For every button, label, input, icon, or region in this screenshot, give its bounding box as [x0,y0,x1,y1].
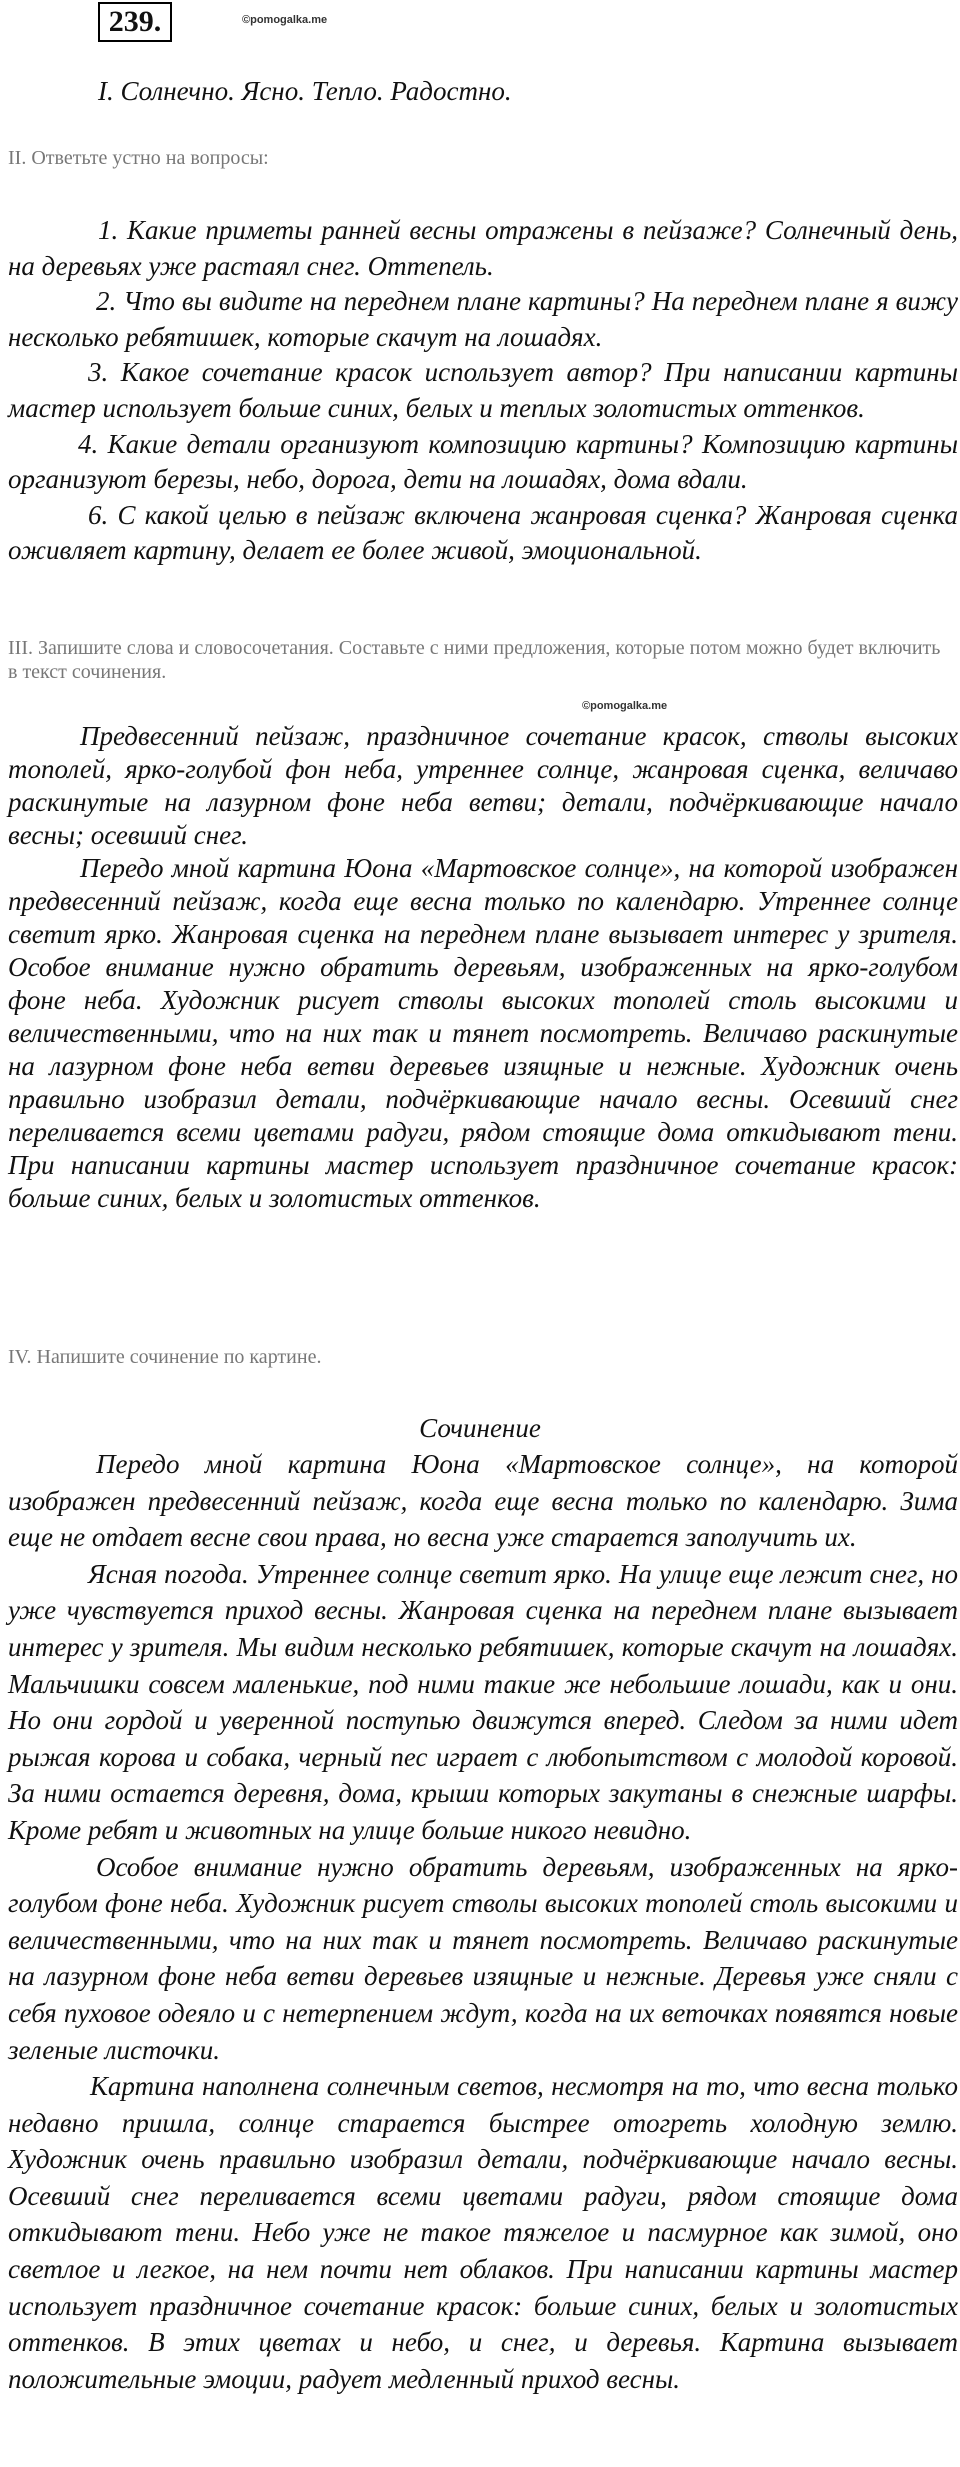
section3-paragraphs [8,720,958,1215]
sentences-paragraph: Передо мной картина Юона «Мартовское солнце», на которой изображен предвесенний пейзаж, когда еще весна только по календарю. Утреннее солнце светит ярко. Жанровая сценка на переднем плане вызывает интерес у зрителя. Особое внимание нужно обратить деревьям, изображенных на ярко-голубом фоне неба. Художник рисует стволы высоких тополей столь высокими и величественными, что на них так и тянет посмотреть. Величаво раскинутые на лазурном фоне неба ветви деревьев изящные и нежные. Художник очень правильно изобразил детали, подчёркивающие начало весны. Осевший снег переливается всеми цветами радуги, рядом стоящие дома откидывают тени. При написании картины мастер использует праздничное сочетание красок: больше синих, белых и золотистых оттенков. [8,853,958,1213]
words-paragraph: Предвесенний пейзаж, праздничное сочетание красок, стволы высоких тополей, ярко-голубой фон неба, утреннее солнце, жанровая сценка, величаво раскинутые на лазурном фоне неба ветви; детали, подчёркивающие начало весны; осевший снег. [8,721,958,850]
watermark-middle: ©pomogalka.me [582,700,668,712]
section2-heading: II. Ответьте устно на вопросы: [8,147,269,169]
answer-6: 6. С какой целью в пейзаж включена жанровая сценка? Жанровая сценка оживляет картину, делает ее более живой, эмоциональной. [8,499,958,566]
watermark-top: ©pomogalka.me [242,14,328,26]
essay-paragraph-3: Особое внимание нужно обратить деревьям, изображенных на ярко-голубом фоне неба. Художник рисует стволы высоких тополей столь высокими и величественными, что на них так и тянет посмотреть. Величаво раскинутые на лазурном фоне неба ветви деревьев изящные и нежные. Деревья уже сняли с себя пуховое одеяло и с нетерпением ждут, когда на их веточках появятся новые зеленые листочки. [8,1851,958,2065]
answer-2: 2. Что вы видите на переднем плане картины? На переднем плане я вижу несколько ребятишек, которые скачут на лошадях. [8,286,958,352]
essay-body [8,1446,958,2397]
section2-answers [8,213,958,569]
section1-text: I. Солнечно. Ясно. Тепло. Радостно. [98,76,512,106]
essay-paragraph-2: Ясная погода. Утреннее солнце светит ярко. На улице еще лежит снег, но уже чувствуется приход весны. Жанровая сценка на переднем плане вызывает интерес у зрителя. Мы видим несколько ребятишек, которые скачут на лошадях. Мальчишки совсем маленькие, под ними такие же небольшие лошади, как и они. Но они гордой и уверенной поступью движутся вперед. Следом за ними идет рыжая корова и собака, черный пес играет с любопытством с молодой коровой. За ними остается деревня, дома, крыши которых закутаны в снежные шарфы. Кроме ребят и животных на улице больше никого невидно. [8,1558,958,1845]
section3-heading: III. Запишите слова и словосочетания. Составьте с ними предложения, которые потом можно будет включить в текст сочинения. [8,637,941,683]
section4-heading: IV. Напишите сочинение по картине. [8,1346,322,1368]
essay-title: Сочинение [419,1413,541,1443]
exercise-number: 239. [98,2,172,42]
essay-paragraph-4: Картина наполнена солнечным светов, несмотря на то, что весна только недавно пришла, солнце старается быстрее отогреть холодную землю. Художник очень правильно изобразил детали, подчёркивающие начало весны. Осевший снег переливается всеми цветами радуги, рядом стоящие дома откидывают тени. Небо уже не такое тяжелое и пасмурное как зимой, оно светлое и легкое, на нем почти нет облаков. При написании картины мастер использует праздничное сочетание красок: больше синих, белых и золотистых оттенков. В этих цветах и небо, и снег, и деревья. Картина вызывает положительные эмоции, радует медленный приход весны. [8,2071,958,2394]
answer-3: 3. Какое сочетание красок использует автор? При написании картины мастер использует больше синих, белых и теплых золотистых оттенков. [8,357,958,423]
answer-4: 4. Какие детали организуют композицию картины? Композицию картины организуют березы, небо, дорога, дети на лошадях, дома вдали. [8,428,958,495]
answer-1: 1. Какие приметы ранней весны отражены в пейзаже? Солнечный день, на деревьях уже растаял снег. Оттепель. [8,215,958,281]
essay-paragraph-1: Передо мной картина Юона «Мартовское солнце», на которой изображен предвесенний пейзаж, когда еще весна только по календарю. Зима еще не отдает весне свои права, но весна уже старается заполучить их. [8,1449,958,1553]
